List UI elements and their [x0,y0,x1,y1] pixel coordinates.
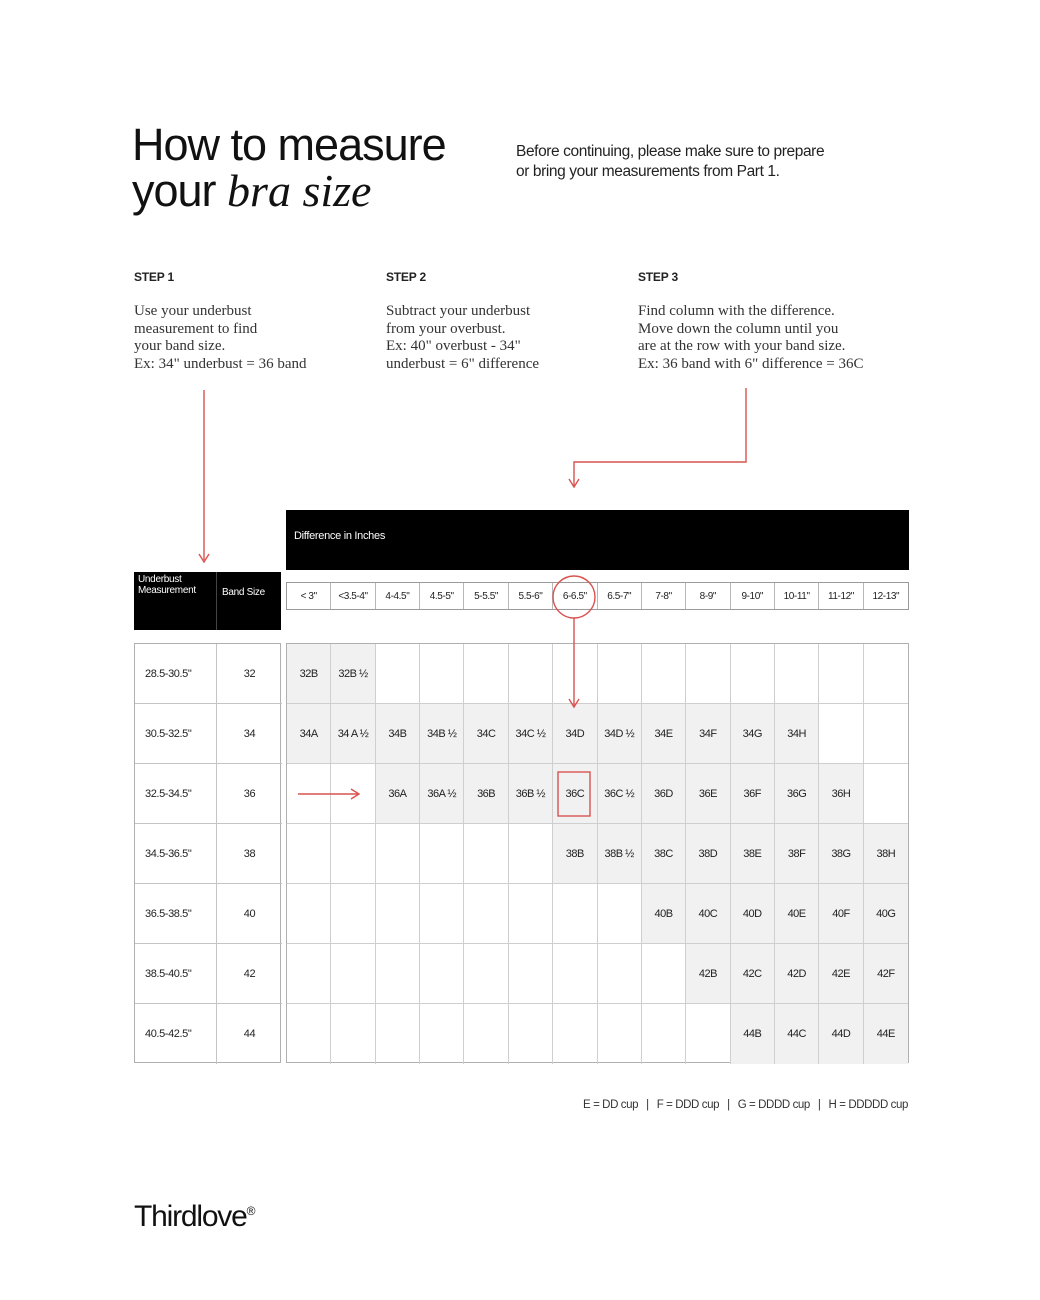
bra-size-cell: 38C [642,824,686,884]
bra-size-cell: 36F [731,764,775,824]
intro-text [516,142,896,182]
bra-size-cell: 34C ½ [509,704,553,764]
empty-cell [642,644,686,704]
empty-cell [864,644,908,704]
bra-size-cell: 34C [464,704,508,764]
bra-size-cell: 44E [864,1004,908,1064]
step-2-line: underbust = 6" difference [386,355,540,372]
left-column-header [134,572,281,630]
band-size-table [134,643,281,1063]
empty-cell [642,944,686,1004]
step-3-arrow-line [574,388,746,486]
bra-size-cell: 38F [775,824,819,884]
bra-size-cell: 36E [686,764,730,824]
empty-cell [420,944,464,1004]
bra-size-cell: 34E [642,704,686,764]
empty-cell [420,824,464,884]
bra-size-cell: 34B ½ [420,704,464,764]
bra-size-cell: 38E [731,824,775,884]
bra-size-cell: 34 A ½ [331,704,375,764]
band-size: 40 [217,884,282,944]
empty-cell [287,884,331,944]
intro-line-1: Before continuing, please make sure to prepare [516,143,825,160]
empty-cell [420,644,464,704]
band-size: 32 [217,644,282,704]
empty-cell [464,644,508,704]
empty-cell [464,884,508,944]
difference-column-header: 8-9" [686,583,730,609]
bra-size-cell: 34D ½ [598,704,642,764]
intro-line-2: or bring your measurements from Part 1. [516,163,780,180]
band-size: 44 [243,1028,256,1040]
difference-column-header: 4.5-5" [420,583,464,609]
step-2-label: STEP 2 [386,270,426,284]
empty-cell [376,1004,420,1064]
empty-cell [376,884,420,944]
empty-cell [331,884,375,944]
difference-column-header: <3.5-4" [331,583,375,609]
empty-cell [509,1004,553,1064]
bra-size-cell: 36C [553,764,597,824]
brand-name: Thirdlove [134,1200,247,1233]
step-1-label: STEP 1 [134,270,174,284]
step-1-line: measurement to find [134,320,258,337]
bra-size-cell: 34B [376,704,420,764]
empty-cell [287,944,331,1004]
bra-size-cell: 34A [287,704,331,764]
underbust-measurement: 34.5-36.5" [135,824,217,884]
bra-size-cell: 34H [775,704,819,764]
empty-cell [553,944,597,1004]
empty-cell [287,764,331,824]
bra-size-cell: 44D [819,1004,863,1064]
difference-column-header: 12-13" [872,590,900,602]
step-1-line: Use your underbust [134,303,252,319]
empty-cell [509,824,553,884]
legend-separator: | [727,1099,730,1111]
underbust-measurement: 32.5-34.5" [135,764,217,824]
difference-column-header: 7-8" [642,583,686,609]
empty-cell [598,1004,642,1064]
step-3-line: Ex: 36 band with 6" difference = 36C [638,355,864,372]
step-3-line: Find column with the difference. [638,303,835,319]
difference-column-header: 6.5-7" [598,583,642,609]
empty-cell [464,1004,508,1064]
step-2-line: Subtract your underbust [386,303,531,319]
brand-logo [134,1200,255,1234]
band-size: 34 [217,704,282,764]
bra-size-cell: 40D [731,884,775,944]
title-italic: bra size [227,165,372,216]
empty-cell [331,824,375,884]
underbust-measurement: 28.5-30.5" [135,644,217,704]
bra-size-cell: 36H [819,764,863,824]
title-plain: your [132,165,228,216]
step-3-label: STEP 3 [638,270,678,284]
difference-column-header: 4-4.5" [376,583,420,609]
bra-size-cell: 38B [553,824,597,884]
step-1-line: your band size. [134,338,226,354]
empty-cell [509,644,553,704]
empty-cell [464,944,508,1004]
difference-column-header: 5-5.5" [464,583,508,609]
legend-item: E = DD cup [583,1099,639,1111]
difference-column-header: 11-12" [819,583,863,609]
legend-item: F = DDD cup [656,1099,720,1111]
empty-cell [686,644,730,704]
empty-cell [553,644,597,704]
bra-size-cell: 42B [686,944,730,1004]
size-chart-grid [286,643,909,1063]
title-line-2 [132,165,492,216]
bra-size-cell: 38D [686,824,730,884]
bra-size-cell: 40E [775,884,819,944]
step-2-text [386,303,539,373]
empty-cell [731,644,775,704]
band-size: 42 [217,944,282,1004]
empty-cell [509,884,553,944]
underbust-measurement: 36.5-38.5" [135,884,217,944]
empty-cell [376,644,420,704]
step-3-line: are at the row with your band size. [638,338,846,354]
empty-cell [420,884,464,944]
step-1-arrowhead [199,554,209,562]
underbust-measurement: 40.5-42.5" [135,1004,217,1064]
bra-size-cell: 32B ½ [331,644,375,704]
empty-cell [464,824,508,884]
step-1-line: Ex: 34" underbust = 36 band [134,355,307,372]
legend-separator: | [646,1099,649,1111]
bra-size-cell: 44C [775,1004,819,1064]
bra-size-cell: 34G [731,704,775,764]
bra-size-cell: 42E [819,944,863,1004]
registered-mark: ® [246,1204,256,1218]
bra-size-cell: 34F [686,704,730,764]
bra-size-cell: 36A [376,764,420,824]
bra-size-cell: 40G [864,884,908,944]
empty-cell [642,1004,686,1064]
empty-cell [686,1004,730,1064]
bra-size-cell: 34D [553,704,597,764]
difference-column-header: 9-10" [731,583,775,609]
empty-cell [420,1004,464,1064]
empty-cell [598,884,642,944]
step-1-text [134,303,306,373]
empty-cell [553,884,597,944]
empty-cell [598,944,642,1004]
difference-columns [286,582,909,610]
bra-size-cell: 38H [864,824,908,884]
legend-item: G = DDDD cup [737,1099,810,1111]
empty-cell [819,704,863,764]
empty-cell [598,644,642,704]
page-title [132,119,492,216]
underbust-header-line: Underbust [138,574,182,585]
bra-size-cell: 36D [642,764,686,824]
difference-header: Difference in Inches [286,510,909,570]
bra-size-cell: 40C [686,884,730,944]
empty-cell [376,824,420,884]
empty-cell [775,644,819,704]
header-divider [216,572,217,630]
bra-size-cell: 40F [819,884,863,944]
step-3-line: Move down the column until you [638,320,839,337]
empty-cell [819,644,863,704]
underbust-measurement: 30.5-32.5" [135,704,217,764]
bra-size-cell: 36C ½ [598,764,642,824]
bra-size-cell: 32B [287,644,331,704]
bra-size-cell: 42C [731,944,775,1004]
bra-size-cell: 44B [731,1004,775,1064]
underbust-header-line: Measurement [138,585,196,596]
band-size-header: Band Size [222,587,265,598]
step-3-arrowhead [569,479,579,487]
bra-size-cell: 36B ½ [509,764,553,824]
title-line-1: How to measure [132,119,446,170]
bra-size-cell: 38G [819,824,863,884]
difference-column-header: 5.5-6" [509,583,553,609]
bra-size-cell: 40B [642,884,686,944]
empty-cell [287,1004,331,1064]
underbust-header [138,574,196,596]
bra-size-cell: 42F [864,944,908,1004]
empty-cell [509,944,553,1004]
step-2-line: Ex: 40" overbust - 34" [386,338,521,354]
empty-cell [864,764,908,824]
bra-size-cell: 42D [775,944,819,1004]
cup-legend [583,1099,908,1111]
empty-cell [331,1004,375,1064]
bra-size-cell: 36A ½ [420,764,464,824]
empty-cell [864,704,908,764]
step-2-line: from your overbust. [386,320,506,337]
legend-item: H = DDDDD cup [828,1099,908,1111]
empty-cell [331,944,375,1004]
difference-column-header: 10-11" [775,583,819,609]
empty-cell [553,1004,597,1064]
band-size: 36 [217,764,282,824]
bra-size-cell: 36B [464,764,508,824]
difference-column-header: < 3" [287,583,331,609]
empty-cell [287,824,331,884]
bra-size-cell: 36G [775,764,819,824]
bra-size-cell: 38B ½ [598,824,642,884]
difference-column-header: 6-6.5" [553,583,597,609]
step-3-text [638,303,864,373]
band-size: 38 [217,824,282,884]
empty-cell [331,764,375,824]
empty-cell [376,944,420,1004]
legend-separator: | [817,1099,821,1111]
underbust-measurement: 38.5-40.5" [135,944,217,1004]
